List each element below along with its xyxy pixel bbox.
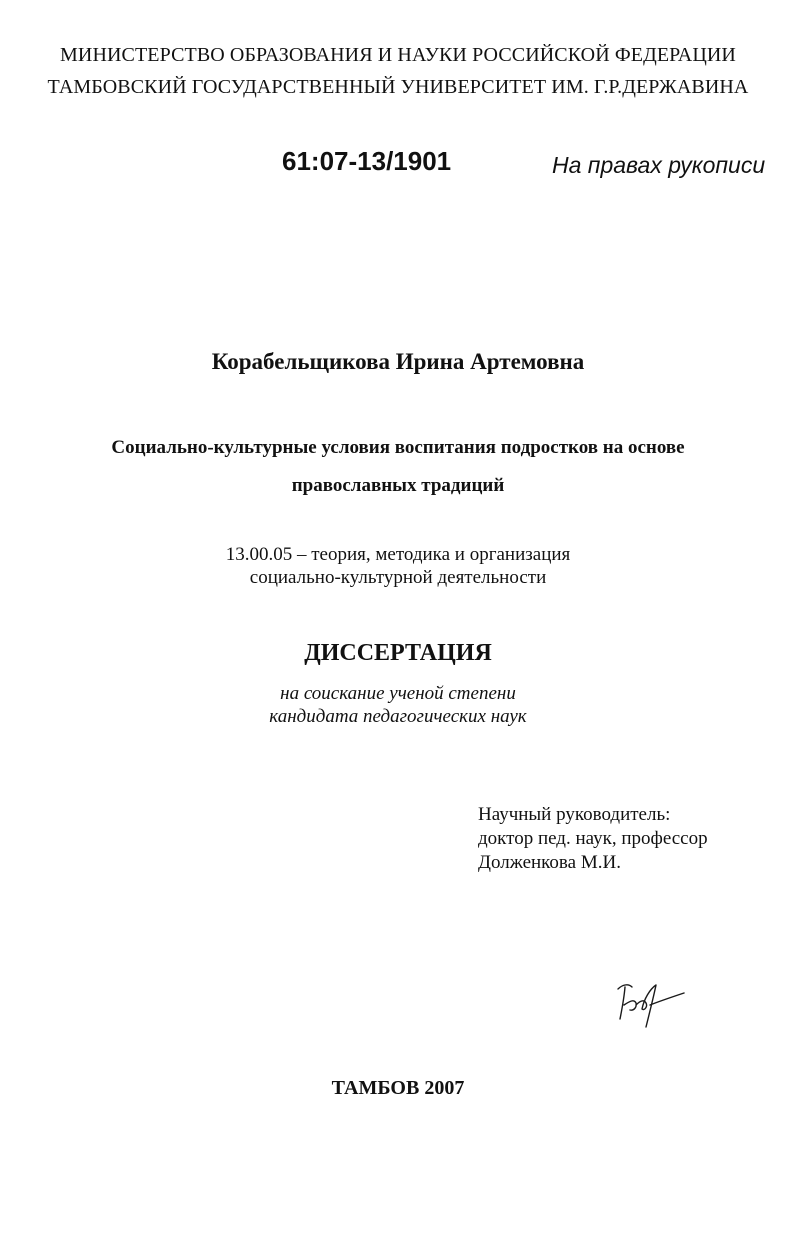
supervisor-label: Научный руководитель: xyxy=(478,804,671,825)
ministry-heading: МИНИСТЕРСТВО ОБРАЗОВАНИЯ И НАУКИ РОССИЙСКОЙ ФЕДЕРАЦИИ xyxy=(60,44,736,66)
degree-line-2: кандидата педагогических наук xyxy=(269,706,527,727)
dissertation-title-line-2: православных традиций xyxy=(291,475,505,496)
manuscript-note: На правах рукописи xyxy=(552,152,766,178)
catalog-code: 61:07-13/1901 xyxy=(282,146,452,176)
supervisor-name: Долженкова М.И. xyxy=(478,852,621,873)
document-type: ДИССЕРТАЦИЯ xyxy=(304,640,492,666)
specialty-line-2: социально-культурной деятельности xyxy=(249,567,547,588)
author-name: Корабельщикова Ирина Артемовна xyxy=(211,349,585,374)
handwritten-signature xyxy=(610,975,690,1035)
supervisor-title: доктор пед. наук, профессор xyxy=(478,828,708,849)
specialty-line-1: 13.00.05 – теория, методика и организация xyxy=(225,544,571,565)
city-year: ТАМБОВ 2007 xyxy=(331,1077,465,1099)
dissertation-title-line-1: Социально-культурные условия воспитания подростков на основе xyxy=(111,437,685,458)
degree-line-1: на соискание ученой степени xyxy=(280,683,516,704)
university-heading: ТАМБОВСКИЙ ГОСУДАРСТВЕННЫЙ УНИВЕРСИТЕТ ИМ. Г.Р.ДЕРЖАВИНА xyxy=(47,76,749,98)
